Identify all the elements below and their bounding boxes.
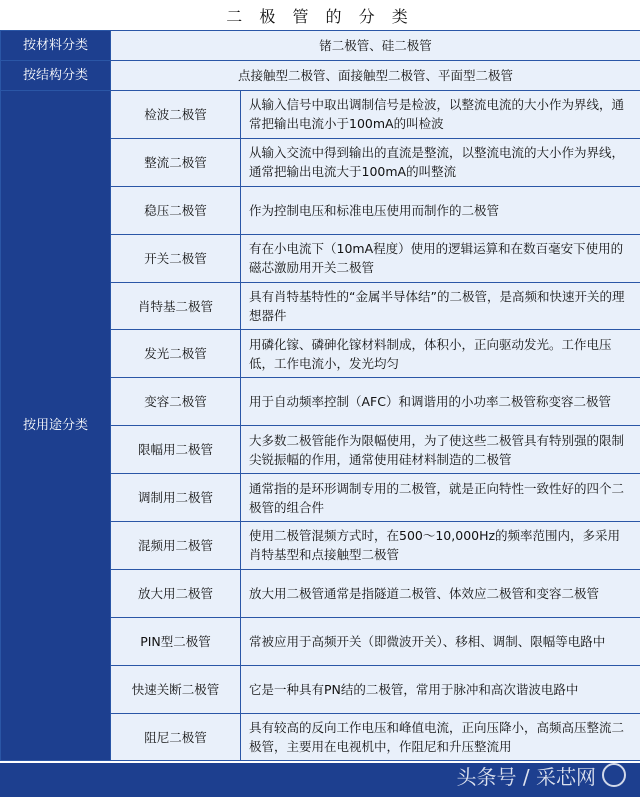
diode-type-cell: 检波二极管 <box>111 91 241 139</box>
description-cell: 作为控制电压和标准电压使用而制作的二极管 <box>241 186 640 234</box>
category-cell: 按结构分类 <box>1 61 111 91</box>
diode-type-cell: 发光二极管 <box>111 330 241 378</box>
diode-type-cell: 稳压二极管 <box>111 186 241 234</box>
diode-type-cell: 整流二极管 <box>111 138 241 186</box>
description-cell: 它是一种具有PN结的二极管，常用于脉冲和高次谐波电路中 <box>241 665 640 713</box>
watermark-text: 头条号 / 采芯网 <box>456 764 596 789</box>
diode-type-cell: 调制用二极管 <box>111 474 241 522</box>
diode-type-cell: 肖特基二极管 <box>111 282 241 330</box>
description-cell: 具有较高的反向工作电压和峰值电流，正向压降小，高频高压整流二极管，主要用在电视机中，作阻尼和升压整流用 <box>241 713 640 761</box>
description-cell: 从输入交流中得到输出的直流是整流，以整流电流的大小作为界线，通常把输出电流大于100mA的叫整流 <box>241 138 640 186</box>
description-cell: 从输入信号中取出调制信号是检波，以整流电流的大小作为界线，通常把输出电流小于100mA的叫检波 <box>241 91 640 139</box>
table-row <box>1 31 640 61</box>
diode-type-cell: 放大用二极管 <box>111 569 241 617</box>
description-cell: 用磷化镓、磷砷化镓材料制成，体积小，正向驱动发光。工作电压低，工作电流小，发光均匀 <box>241 330 640 378</box>
diode-type-cell: 快速关断二极管 <box>111 665 241 713</box>
diode-type-cell: 限幅用二极管 <box>111 426 241 474</box>
description-cell: 大多数二极管能作为限幅使用，为了使这些二极管具有特别强的限制尖锐振幅的作用，通常使用硅材料制造的二极管 <box>241 426 640 474</box>
diode-type-cell: 混频用二极管 <box>111 522 241 570</box>
page-title: 二 极 管 的 分 类 <box>226 6 414 26</box>
description-cell: 具有肖特基特性的“金属半导体结”的二极管，是高频和快速开关的理想器件 <box>241 282 640 330</box>
value-cell: 点接触型二极管、面接触型二极管、平面型二极管 <box>111 61 640 91</box>
description-cell: 常被应用于高频开关（即微波开关）、移相、调制、限幅等电路中 <box>241 617 640 665</box>
diode-type-cell: 变容二极管 <box>111 378 241 426</box>
diode-type-cell: PIN型二极管 <box>111 617 241 665</box>
watermark-logo-icon <box>602 763 626 787</box>
description-cell: 有在小电流下（10mA程度）使用的逻辑运算和在数百毫安下使用的磁芯激励用开关二极管 <box>241 234 640 282</box>
diode-classification-table <box>0 30 640 761</box>
category-cell: 按用途分类 <box>1 91 111 761</box>
diode-type-cell: 开关二极管 <box>111 234 241 282</box>
description-cell: 通常指的是环形调制专用的二极管，就是正向特性一致性好的四个二极管的组合件 <box>241 474 640 522</box>
value-cell: 锗二极管、硅二极管 <box>111 31 640 61</box>
watermark <box>457 758 626 792</box>
description-cell: 放大用二极管通常是指隧道二极管、体效应二极管和变容二极管 <box>241 569 640 617</box>
description-cell: 用于自动频率控制（AFC）和调谐用的小功率二极管称变容二极管 <box>241 378 640 426</box>
category-cell: 按材料分类 <box>1 31 111 61</box>
description-cell: 使用二极管混频方式时，在500～10,000Hz的频率范围内，多采用肖特基型和点接触型二极管 <box>241 522 640 570</box>
table-row <box>1 61 640 91</box>
table-row <box>1 91 640 139</box>
diode-type-cell: 阻尼二极管 <box>111 713 241 761</box>
